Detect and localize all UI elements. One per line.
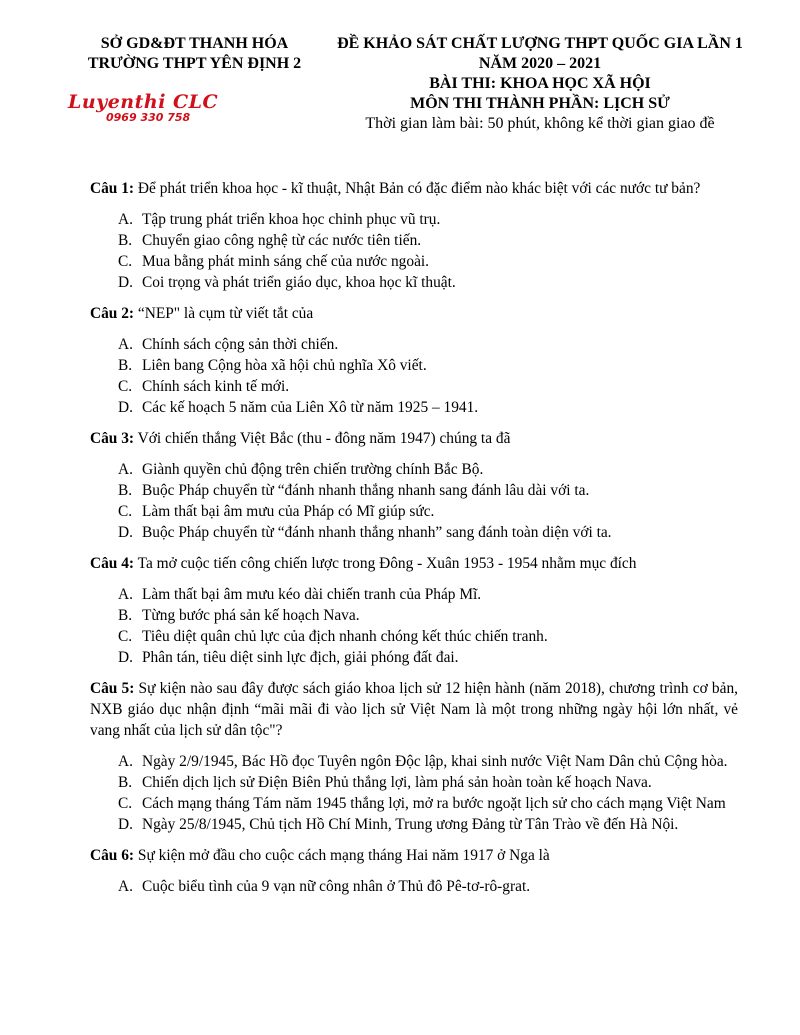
- question-text: “NEP" là cụm từ viết tắt của: [134, 305, 314, 322]
- option-letter: A.: [118, 878, 133, 895]
- option-text: Làm thất bại âm mưu của Pháp có Mĩ giúp sức.: [142, 503, 435, 520]
- option-text: Các kế hoạch 5 năm của Liên Xô từ năm 1925 – 1941.: [142, 399, 479, 416]
- option-text: Làm thất bại âm mưu kéo dài chiến tranh của Pháp Mĩ.: [142, 586, 482, 603]
- question-6: [90, 845, 738, 866]
- option-list: [118, 876, 738, 897]
- option-text: Cách mạng tháng Tám năm 1945 thắng lợi, mở ra bước ngoặt lịch sử cho cách mạng Việt Nam: [142, 795, 726, 812]
- question-3: [90, 428, 738, 449]
- answer-option: [118, 355, 738, 376]
- option-letter: C.: [118, 253, 133, 270]
- exam-time: Thời gian làm bài: 50 phút, không kể thời gian giao đề: [365, 115, 715, 132]
- logo-phone: 0969 330 758: [106, 111, 191, 124]
- option-letter: D.: [118, 399, 133, 416]
- answer-option: [118, 272, 738, 293]
- option-letter: A.: [118, 586, 133, 603]
- brand-logo: [68, 92, 228, 124]
- question-number: Câu 5:: [90, 680, 135, 697]
- answer-option: [118, 501, 738, 522]
- school-name: TRƯỜNG THPT YÊN ĐỊNH 2: [87, 55, 302, 72]
- option-letter: C.: [118, 378, 133, 395]
- option-letter: A.: [118, 336, 133, 353]
- option-letter: A.: [118, 753, 133, 770]
- option-letter: C.: [118, 795, 133, 812]
- answer-option: [118, 209, 738, 230]
- exam-year: NĂM 2020 – 2021: [478, 55, 602, 72]
- option-letter: D.: [118, 816, 133, 833]
- question-4: [90, 553, 738, 574]
- option-letter: D.: [118, 274, 133, 291]
- question-2: [90, 303, 738, 324]
- answer-option: [118, 626, 738, 647]
- option-list: [118, 584, 738, 668]
- answer-option: [118, 876, 738, 897]
- option-list: [118, 751, 738, 835]
- department-name: SỞ GD&ĐT THANH HÓA: [100, 35, 289, 52]
- answer-option: [118, 814, 738, 835]
- option-letter: A.: [118, 461, 133, 478]
- answer-option: [118, 772, 738, 793]
- question-number: Câu 2:: [90, 305, 135, 322]
- answer-option: [118, 480, 738, 501]
- answer-option: [118, 376, 738, 397]
- logo-name: Luyenthi CLC: [68, 91, 219, 113]
- exam-header: [330, 34, 750, 134]
- option-text: Chuyển giao công nghệ từ các nước tiên tiến.: [142, 232, 422, 249]
- answer-option: [118, 397, 738, 418]
- option-text: Buộc Pháp chuyển từ “đánh nhanh thắng nhanh” sang đánh toàn diện với ta.: [142, 524, 612, 541]
- option-text: Cuộc biểu tình của 9 vạn nữ công nhân ở Thủ đô Pê-tơ-rô-grat.: [142, 878, 531, 895]
- answer-option: [118, 522, 738, 543]
- option-list: [118, 459, 738, 543]
- option-text: Chính sách kinh tế mới.: [142, 378, 290, 395]
- question-text: Ta mở cuộc tiến công chiến lược trong Đông - Xuân 1953 - 1954 nhằm mục đích: [134, 555, 637, 572]
- option-letter: B.: [118, 357, 133, 374]
- answer-option: [118, 751, 738, 772]
- option-text: Phân tán, tiêu diệt sinh lực địch, giải phóng đất đai.: [142, 649, 459, 666]
- option-text: Giành quyền chủ động trên chiến trường chính Bắc Bộ.: [142, 461, 484, 478]
- question-number: Câu 6:: [90, 847, 135, 864]
- option-letter: B.: [118, 482, 133, 499]
- answer-option: [118, 605, 738, 626]
- option-letter: B.: [118, 607, 133, 624]
- question-5: [90, 678, 738, 741]
- option-list: [118, 209, 738, 293]
- question-number: Câu 3:: [90, 430, 135, 447]
- answer-option: [118, 647, 738, 668]
- answer-option: [118, 793, 738, 814]
- option-text: Chiến dịch lịch sử Điện Biên Phủ thắng lợi, làm phá sản hoàn toàn kế hoạch Nava.: [142, 774, 652, 791]
- option-text: Tiêu diệt quân chủ lực của địch nhanh chóng kết thúc chiến tranh.: [142, 628, 548, 645]
- question-number: Câu 4:: [90, 555, 135, 572]
- exam-subject: BÀI THI: KHOA HỌC XÃ HỘI: [429, 75, 651, 92]
- question-text: Để phát triển khoa học - kĩ thuật, Nhật Bản có đặc điểm nào khác biệt với các nước tư bản?: [134, 180, 701, 197]
- option-letter: C.: [118, 503, 133, 520]
- option-list: [118, 334, 738, 418]
- option-letter: D.: [118, 524, 133, 541]
- school-header: [62, 34, 327, 74]
- answer-option: [118, 251, 738, 272]
- option-letter: A.: [118, 211, 133, 228]
- option-letter: D.: [118, 649, 133, 666]
- exam-component: MÔN THI THÀNH PHẦN: LỊCH SỬ: [410, 95, 670, 112]
- question-1: [90, 178, 738, 199]
- question-number: Câu 1:: [90, 180, 135, 197]
- option-letter: C.: [118, 628, 133, 645]
- option-text: Chính sách cộng sản thời chiến.: [142, 336, 339, 353]
- question-text: Sự kiện mở đầu cho cuộc cách mạng tháng Hai năm 1917 ở Nga là: [134, 847, 550, 864]
- option-text: Mua bằng phát minh sáng chế của nước ngoài.: [142, 253, 430, 270]
- option-letter: B.: [118, 232, 133, 249]
- question-list: [90, 178, 738, 907]
- option-letter: B.: [118, 774, 133, 791]
- exam-title: ĐỀ KHẢO SÁT CHẤT LƯỢNG THPT QUỐC GIA LẦN 1: [337, 35, 743, 52]
- answer-option: [118, 584, 738, 605]
- answer-option: [118, 334, 738, 355]
- answer-option: [118, 230, 738, 251]
- option-text: Từng bước phá sản kế hoạch Nava.: [142, 607, 360, 624]
- question-text: Với chiến thắng Việt Bắc (thu - đông năm 1947) chúng ta đã: [134, 430, 511, 447]
- option-text: Tập trung phát triển khoa học chinh phục vũ trụ.: [142, 211, 441, 228]
- question-text: Sự kiện nào sau đây được sách giáo khoa lịch sử 12 hiện hành (năm 2018), chương trình cơ bản, NXB giáo dục nhận định “mãi mãi đi vào lịch sử Việt Nam là một trong những ngày hội lớn nhất, vẻ vang nhất của lịch sử dân tộc"?: [90, 680, 738, 739]
- option-text: Liên bang Cộng hòa xã hội chủ nghĩa Xô viết.: [142, 357, 427, 374]
- answer-option: [118, 459, 738, 480]
- option-text: Buộc Pháp chuyển từ “đánh nhanh thắng nhanh sang đánh lâu dài với ta.: [142, 482, 590, 499]
- option-text: Coi trọng và phát triển giáo dục, khoa học kĩ thuật.: [142, 274, 456, 291]
- option-text: Ngày 25/8/1945, Chủ tịch Hồ Chí Minh, Trung ương Đảng từ Tân Trào về đến Hà Nội.: [142, 816, 679, 833]
- option-text: Ngày 2/9/1945, Bác Hồ đọc Tuyên ngôn Độc lập, khai sinh nước Việt Nam Dân chủ Cộng hòa.: [142, 753, 728, 770]
